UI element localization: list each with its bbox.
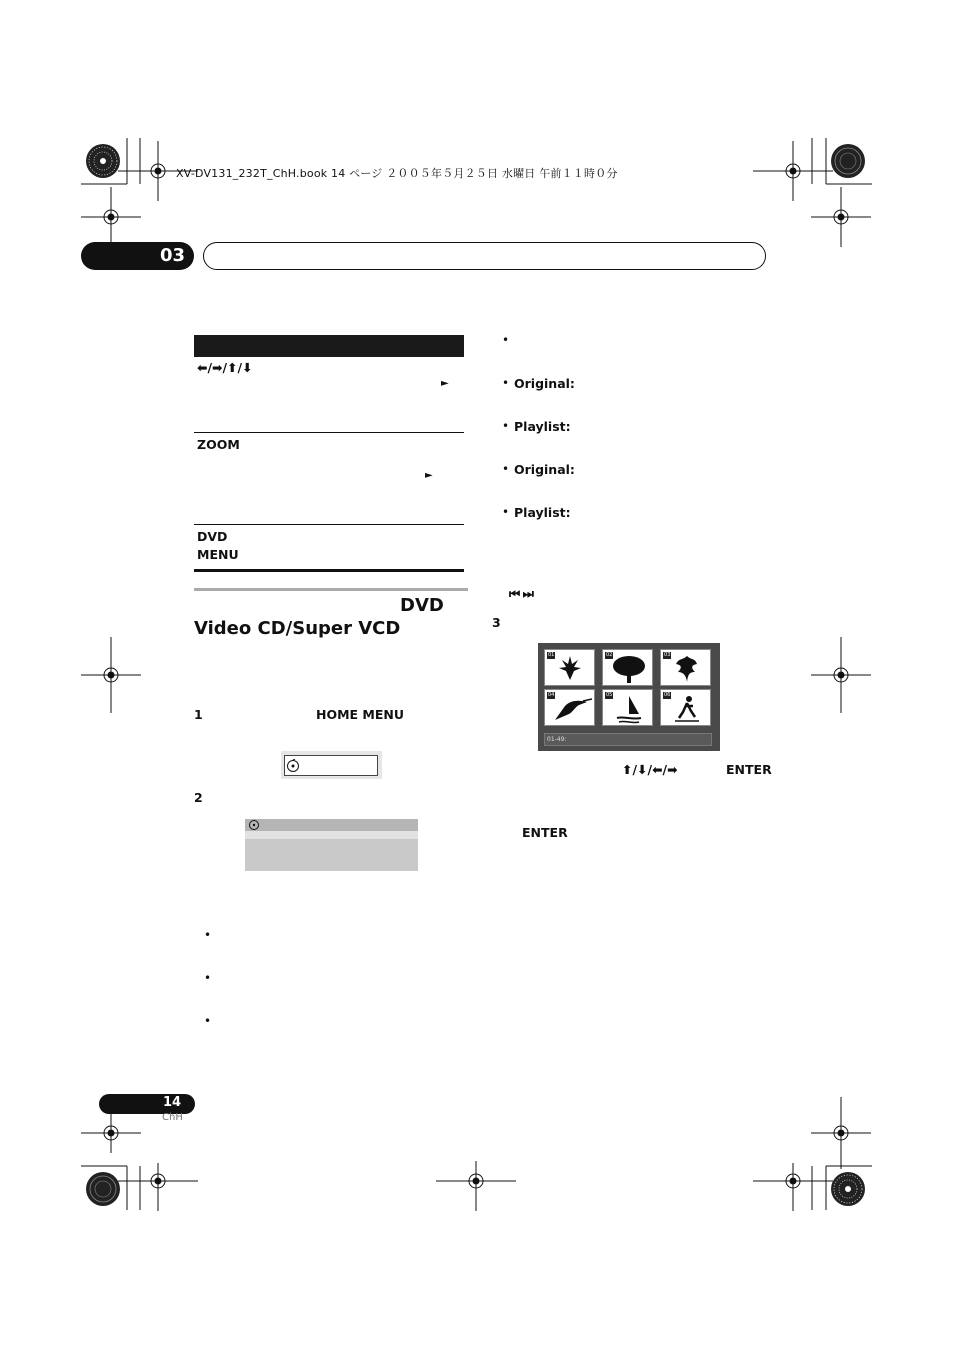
table-row1-key: ⬅/➡/⬆/⬇ (197, 360, 253, 375)
enter-key: ENTER (726, 762, 772, 777)
thumbnail-status-text: 01-49: (547, 736, 567, 743)
disc-icon (286, 759, 300, 773)
list-item-playlist: Playlist: (514, 505, 571, 520)
table-row3-key-a: DVD (197, 529, 228, 544)
table-bottom-rule (194, 569, 464, 572)
table-header-bar (194, 335, 464, 357)
bullet: • (502, 462, 510, 476)
table-row2-key: ZOOM (197, 437, 240, 452)
bullet: • (204, 971, 212, 985)
bullet: • (204, 1014, 212, 1028)
thumbnail-grid (538, 643, 720, 751)
disc-navigator-osd (245, 819, 418, 871)
section-rule (194, 588, 468, 591)
table-divider (194, 524, 464, 525)
enter-key: ENTER (522, 825, 568, 840)
thumbnail-05: 05 (602, 689, 653, 726)
step-2-number: 2 (194, 790, 203, 805)
table-row3-key-b: MENU (197, 547, 239, 562)
list-item-playlist: Playlist: (514, 419, 571, 434)
play-icon: ► (441, 378, 449, 389)
bullet: • (502, 333, 510, 347)
thumbnail-01: 01 (544, 649, 595, 686)
table-divider (194, 432, 464, 433)
arrow-keys: ⬆/⬇/⬅/➡ (622, 762, 678, 777)
chapter-number: 03 (160, 245, 186, 266)
bullet: • (204, 928, 212, 942)
page-language: ChH (162, 1112, 183, 1123)
section-heading: Video CD/Super VCD (194, 618, 401, 639)
home-menu-key: HOME MENU (316, 707, 405, 722)
thumbnail-03: 03 (660, 649, 711, 686)
chapter-title-box (203, 242, 766, 270)
list-item-original: Original: (514, 376, 575, 391)
bullet: • (502, 505, 510, 519)
play-icon: ► (425, 470, 433, 481)
skip-icons: ⏮ ⏭ (509, 586, 533, 601)
thumbnail-02: 02 (602, 649, 653, 686)
thumbnail-06: 06 (660, 689, 711, 726)
disc-icon (248, 819, 260, 831)
section-heading-dvd: DVD (400, 595, 444, 616)
page-number: 14 (163, 1095, 182, 1110)
thumbnail-04: 04 (544, 689, 595, 726)
book-header-line: XV-DV131_232T_ChH.book 14 ページ ２００５年５月２５日 水曜日 午前１１時０分 (176, 167, 618, 180)
bullet: • (502, 419, 510, 433)
home-menu-osd (281, 751, 382, 779)
step-1-number: 1 (194, 707, 203, 722)
list-item-original: Original: (514, 462, 575, 477)
thumbnail-status-bar (544, 733, 712, 746)
bullet: • (502, 376, 510, 390)
step-3-number: 3 (492, 615, 501, 630)
